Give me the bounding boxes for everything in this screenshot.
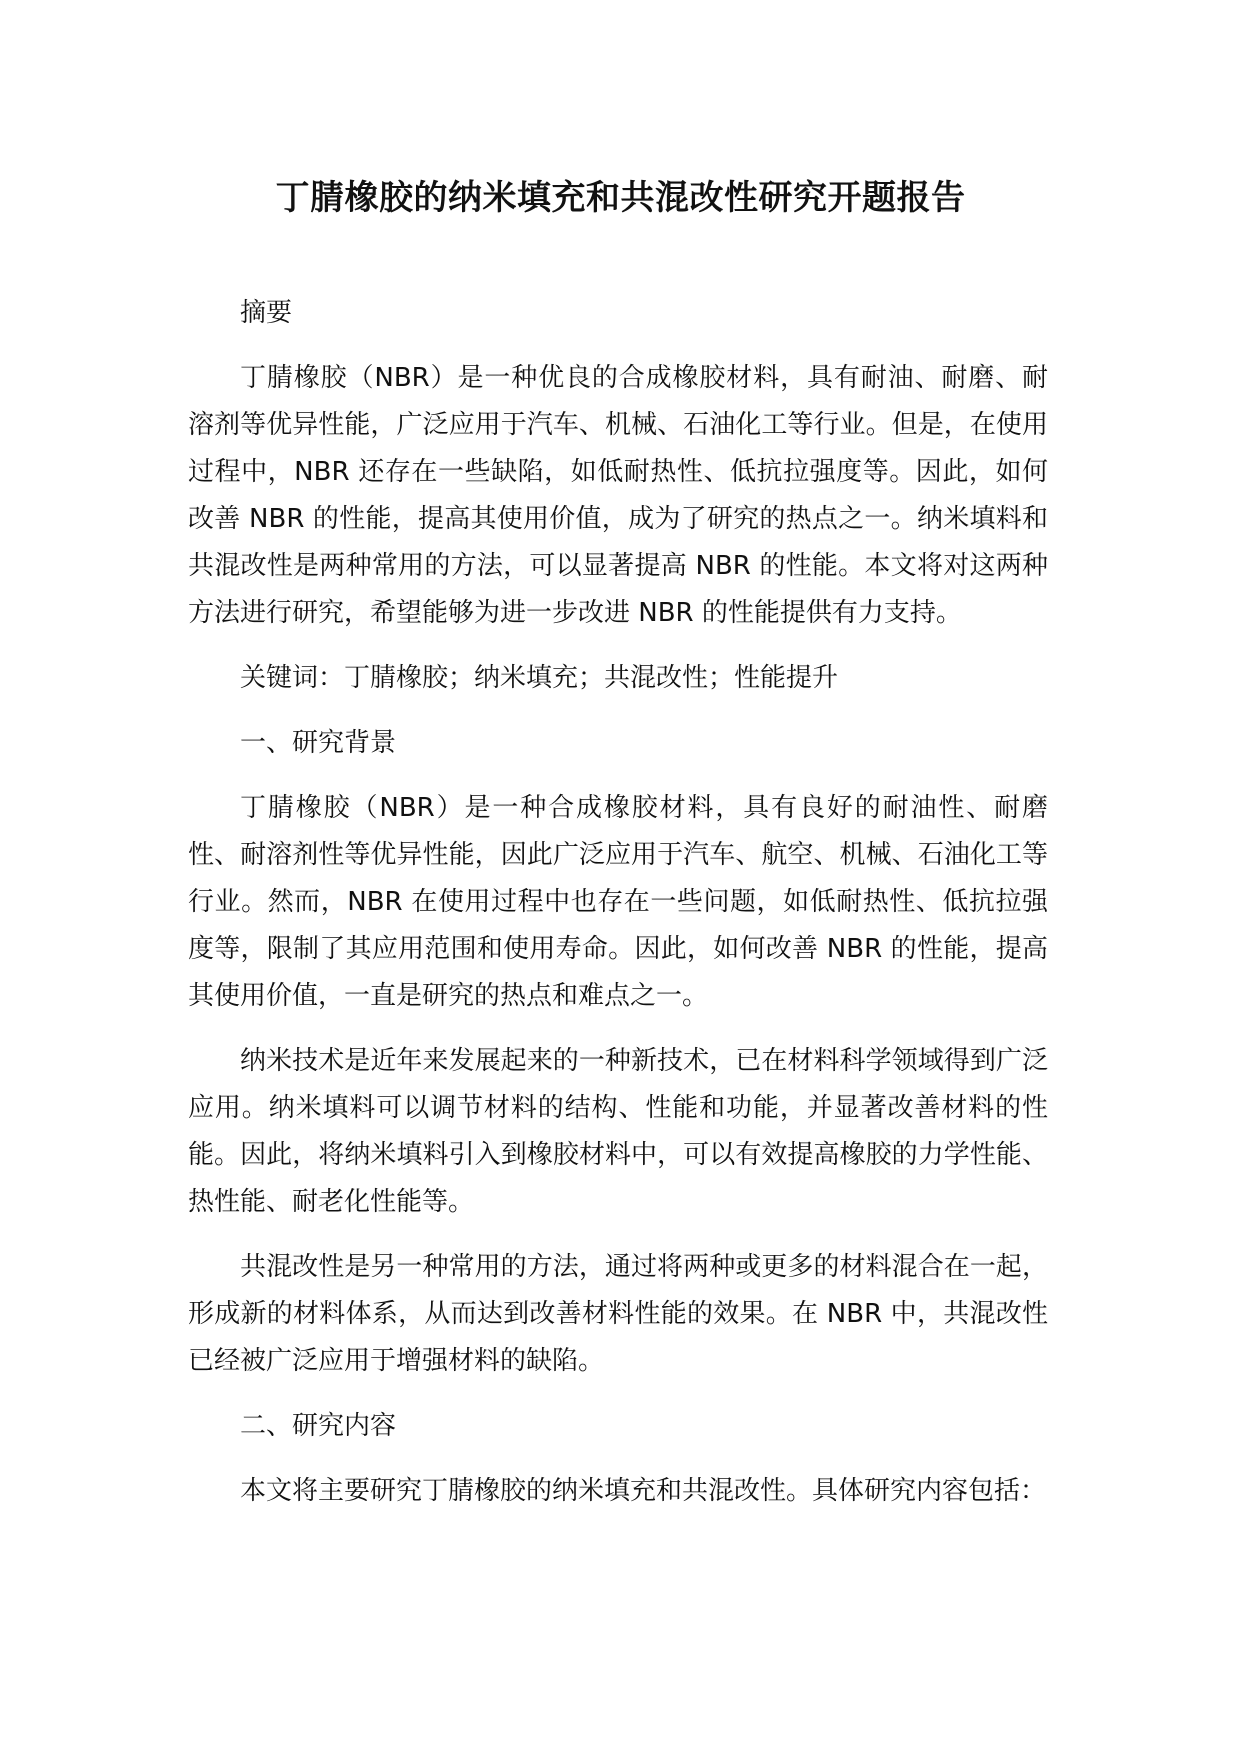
abstract-heading: 摘要 bbox=[240, 298, 293, 328]
background-paragraph-3: 共混改性是另一种常用的方法，通过将两种或更多的材料混合在一起，形成新的材料体系，从而达到改善材料性能的效果。在 NBR 中，共混改性已经被广泛应用于增强材料的缺陷。 bbox=[188, 1252, 1048, 1376]
background-paragraph-1: 丁腈橡胶（NBR）是一种合成橡胶材料，具有良好的耐油性、耐磨性、耐溶剂性等优异性能，因此广泛应用于汽车、航空、机械、石油化工等行业。然而，NBR 在使用过程中也存在一些问题，如低耐热性、低抗拉强度等，限制了其应用范围和使用寿命。因此，如何改善 NBR 的性能，提高其使用价值，一直是研究的热点和难点之一。 bbox=[188, 793, 1048, 1011]
background-paragraph-2: 纳米技术是近年来发展起来的一种新技术，已在材料科学领域得到广泛应用。纳米填料可以调节材料的结构、性能和功能，并显著改善材料的性能。因此，将纳米填料引入到橡胶材料中，可以有效提高橡胶的力学性能、热性能、耐老化性能等。 bbox=[188, 1046, 1048, 1217]
section-heading-content: 二、研究内容 bbox=[240, 1411, 397, 1441]
document-body bbox=[188, 290, 1048, 1533]
keywords-line: 关键词：丁腈橡胶；纳米填充；共混改性；性能提升 bbox=[240, 663, 839, 693]
section-heading-background: 一、研究背景 bbox=[240, 728, 397, 758]
document-title: 丁腈橡胶的纳米填充和共混改性研究开题报告 bbox=[275, 178, 966, 218]
content-paragraph-1: 本文将主要研究丁腈橡胶的纳米填充和共混改性。具体研究内容包括： bbox=[240, 1476, 1047, 1506]
abstract-paragraph: 丁腈橡胶（NBR）是一种优良的合成橡胶材料，具有耐油、耐磨、耐溶剂等优异性能，广泛应用于汽车、机械、石油化工等行业。但是，在使用过程中，NBR 还存在一些缺陷，如低耐热性、低抗拉强度等。因此，如何改善 NBR 的性能，提高其使用价值，成为了研究的热点之一。纳米填料和共混改性是两种常用的方法，可以显著提高 NBR 的性能。本文将对这两种方法进行研究，希望能够为进一步改进 NBR 的性能提供有力支持。 bbox=[188, 363, 1048, 628]
